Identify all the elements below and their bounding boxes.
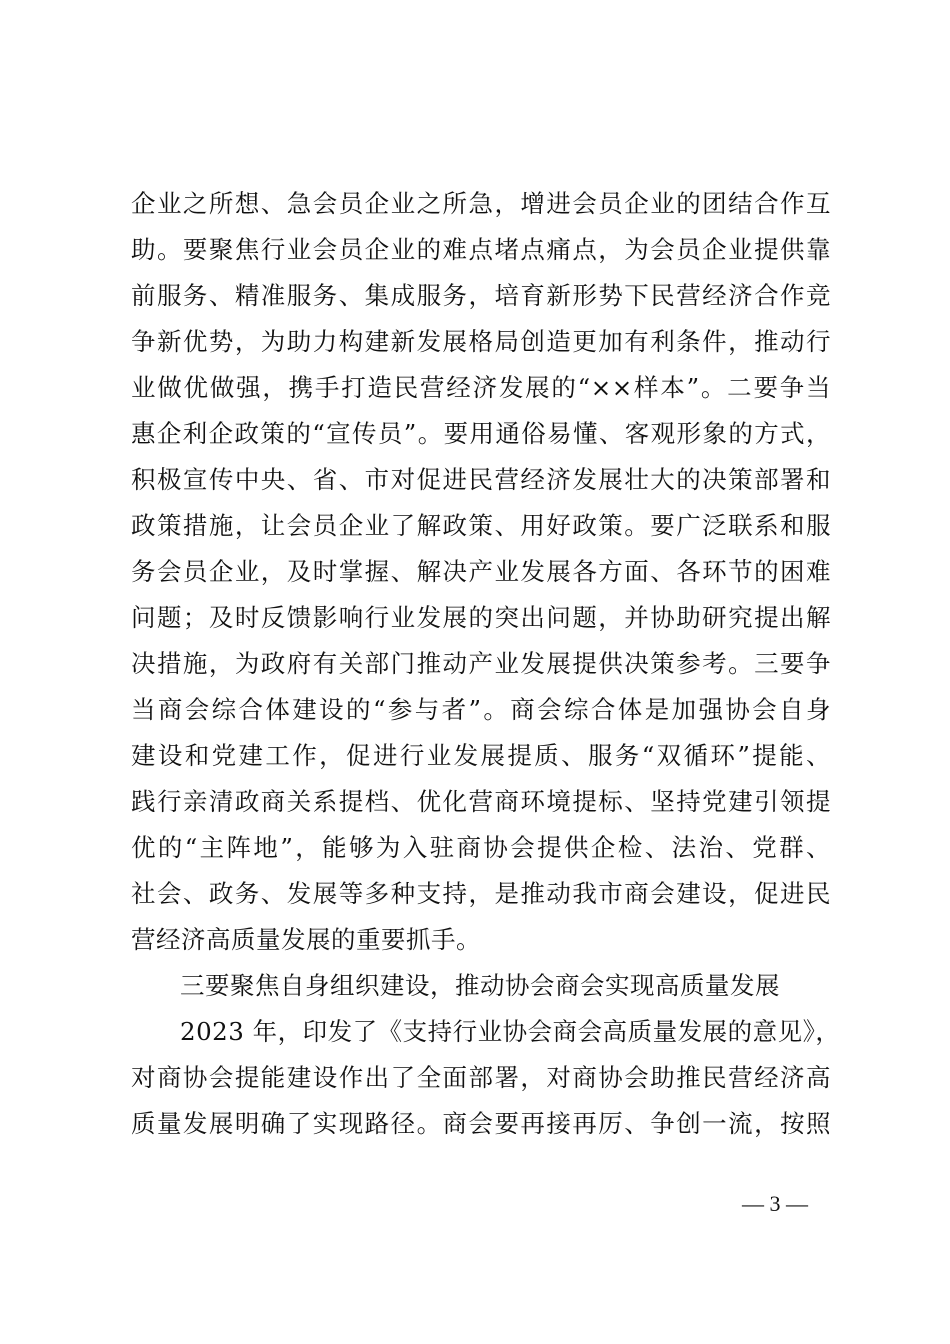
body-text-line: 积极宣传中央、省、市对促进民营经济发展壮大的决策部署和 bbox=[131, 465, 831, 494]
body-text-line: 当商会综合体建设的“参与者”。商会综合体是加强协会自身 bbox=[131, 695, 831, 724]
paragraph-first-line: 2023 年，印发了《支持行业协会商会高质量发展的意见》， bbox=[180, 1017, 841, 1046]
body-text-line: 惠企利企政策的“宣传员”。要用通俗易懂、客观形象的方式， bbox=[131, 419, 831, 448]
body-text-line: 社会、政务、发展等多种支持，是推动我市商会建设，促进民 bbox=[131, 879, 831, 908]
body-text-line: 问题；及时反馈影响行业发展的突出问题，并协助研究提出解 bbox=[131, 603, 831, 632]
body-text-line: 前服务、精准服务、集成服务，培育新形势下民营经济合作竞 bbox=[131, 281, 831, 310]
body-text-line: 企业之所想、急会员企业之所急，增进会员企业的团结合作互 bbox=[131, 189, 831, 218]
body-text-line: 政策措施，让会员企业了解政策、用好政策。要广泛联系和服 bbox=[131, 511, 831, 540]
body-text-line: 争新优势，为助力构建新发展格局创造更加有利条件，推动行 bbox=[131, 327, 831, 356]
body-text-line: 营经济高质量发展的重要抓手。 bbox=[131, 925, 481, 954]
body-text-line: 务会员企业，及时掌握、解决产业发展各方面、各环节的困难 bbox=[131, 557, 831, 586]
body-text-line: 优的“主阵地”，能够为入驻商协会提供企检、法治、党群、 bbox=[131, 833, 831, 862]
section-heading: 三要聚焦自身组织建设，推动协会商会实现高质量发展 bbox=[180, 971, 780, 1000]
body-text-line: 对商协会提能建设作出了全面部署，对商协会助推民营经济高 bbox=[131, 1063, 831, 1092]
body-text-line: 助。要聚焦行业会员企业的难点堵点痛点，为会员企业提供靠 bbox=[131, 235, 831, 264]
body-text-line: 质量发展明确了实现路径。商会要再接再厉、争创一流，按照 bbox=[131, 1109, 831, 1138]
body-text-line: 业做优做强，携手打造民营经济发展的“××样本”。二要争当 bbox=[131, 373, 831, 402]
page-number: — 3 — bbox=[742, 1191, 808, 1216]
body-text-line: 决措施，为政府有关部门推动产业发展提供决策参考。三要争 bbox=[131, 649, 831, 678]
body-text-line: 建设和党建工作，促进行业发展提质、服务“双循环”提能、 bbox=[131, 741, 831, 770]
body-text-line: 践行亲清政商关系提档、优化营商环境提标、坚持党建引领提 bbox=[131, 787, 831, 816]
